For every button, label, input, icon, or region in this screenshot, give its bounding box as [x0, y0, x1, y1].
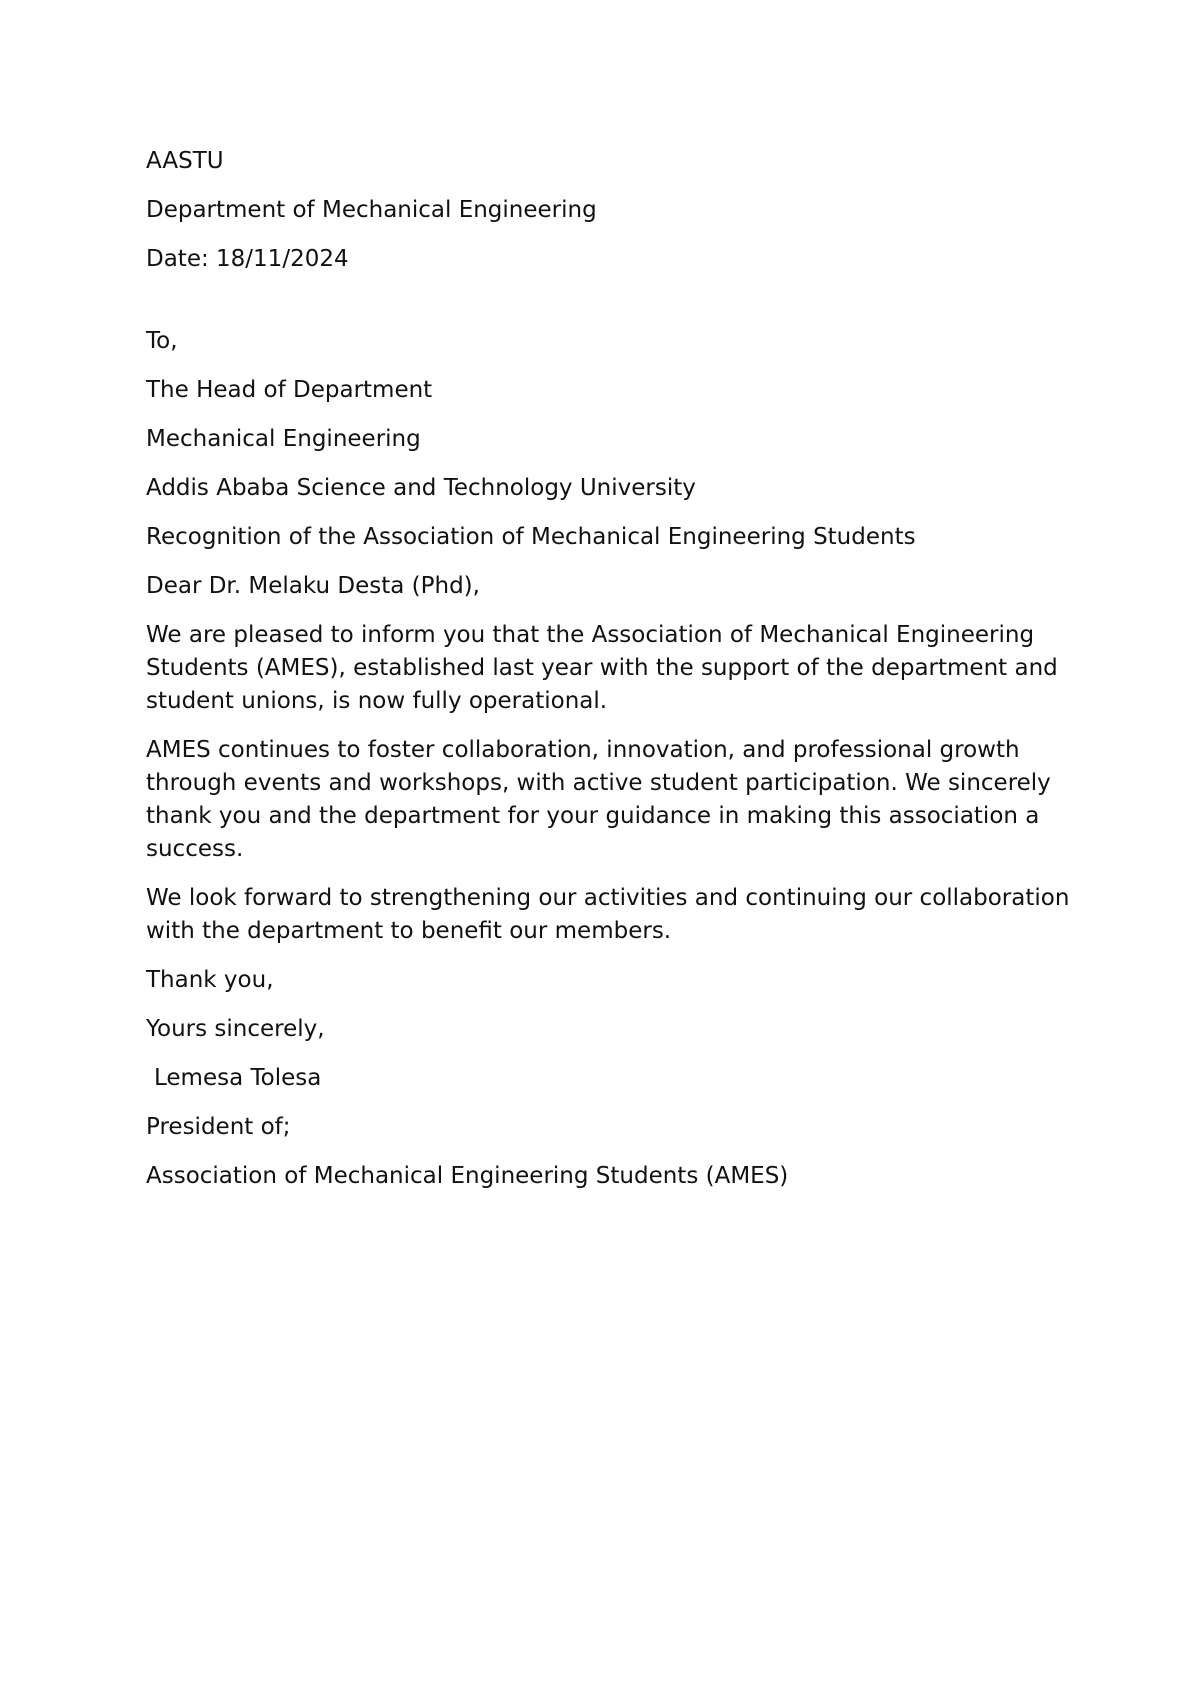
letter-date: Date: 18/11/2024 [146, 246, 349, 272]
letter-body [146, 145, 1076, 1209]
salutation: Dear Dr. Melaku Desta (Phd), [146, 573, 480, 599]
recipient-department: Mechanical Engineering [146, 426, 421, 452]
department-name: Department of Mechanical Engineering [146, 197, 597, 223]
thanks-line: Thank you, [146, 967, 274, 993]
body-paragraph-3: We look forward to strengthening our activities and continuing our collaboration with the department to benefit our members. [146, 885, 1070, 944]
recipient-title: The Head of Department [146, 377, 433, 403]
signer-role: President of; [146, 1114, 291, 1140]
recipient-university: Addis Ababa Science and Technology University [146, 475, 696, 501]
body-paragraph-2: AMES continues to foster collaboration, innovation, and professional growth through events and workshops, with active student participation. We sincerely thank you and the department for your guidance in making this association a success. [146, 737, 1051, 862]
closing-line: Yours sincerely, [146, 1016, 325, 1042]
organization-name: AASTU [146, 148, 224, 174]
signer-name: Lemesa Tolesa [154, 1065, 322, 1091]
to-line: To, [146, 328, 178, 354]
body-paragraph-1: We are pleased to inform you that the Association of Mechanical Engineering Students (AMES), established last year with the support of the department and student unions, is now fully operational. [146, 622, 1058, 714]
signer-organization: Association of Mechanical Engineering Students (AMES) [146, 1163, 789, 1189]
letter-subject: Recognition of the Association of Mechanical Engineering Students [146, 524, 916, 550]
